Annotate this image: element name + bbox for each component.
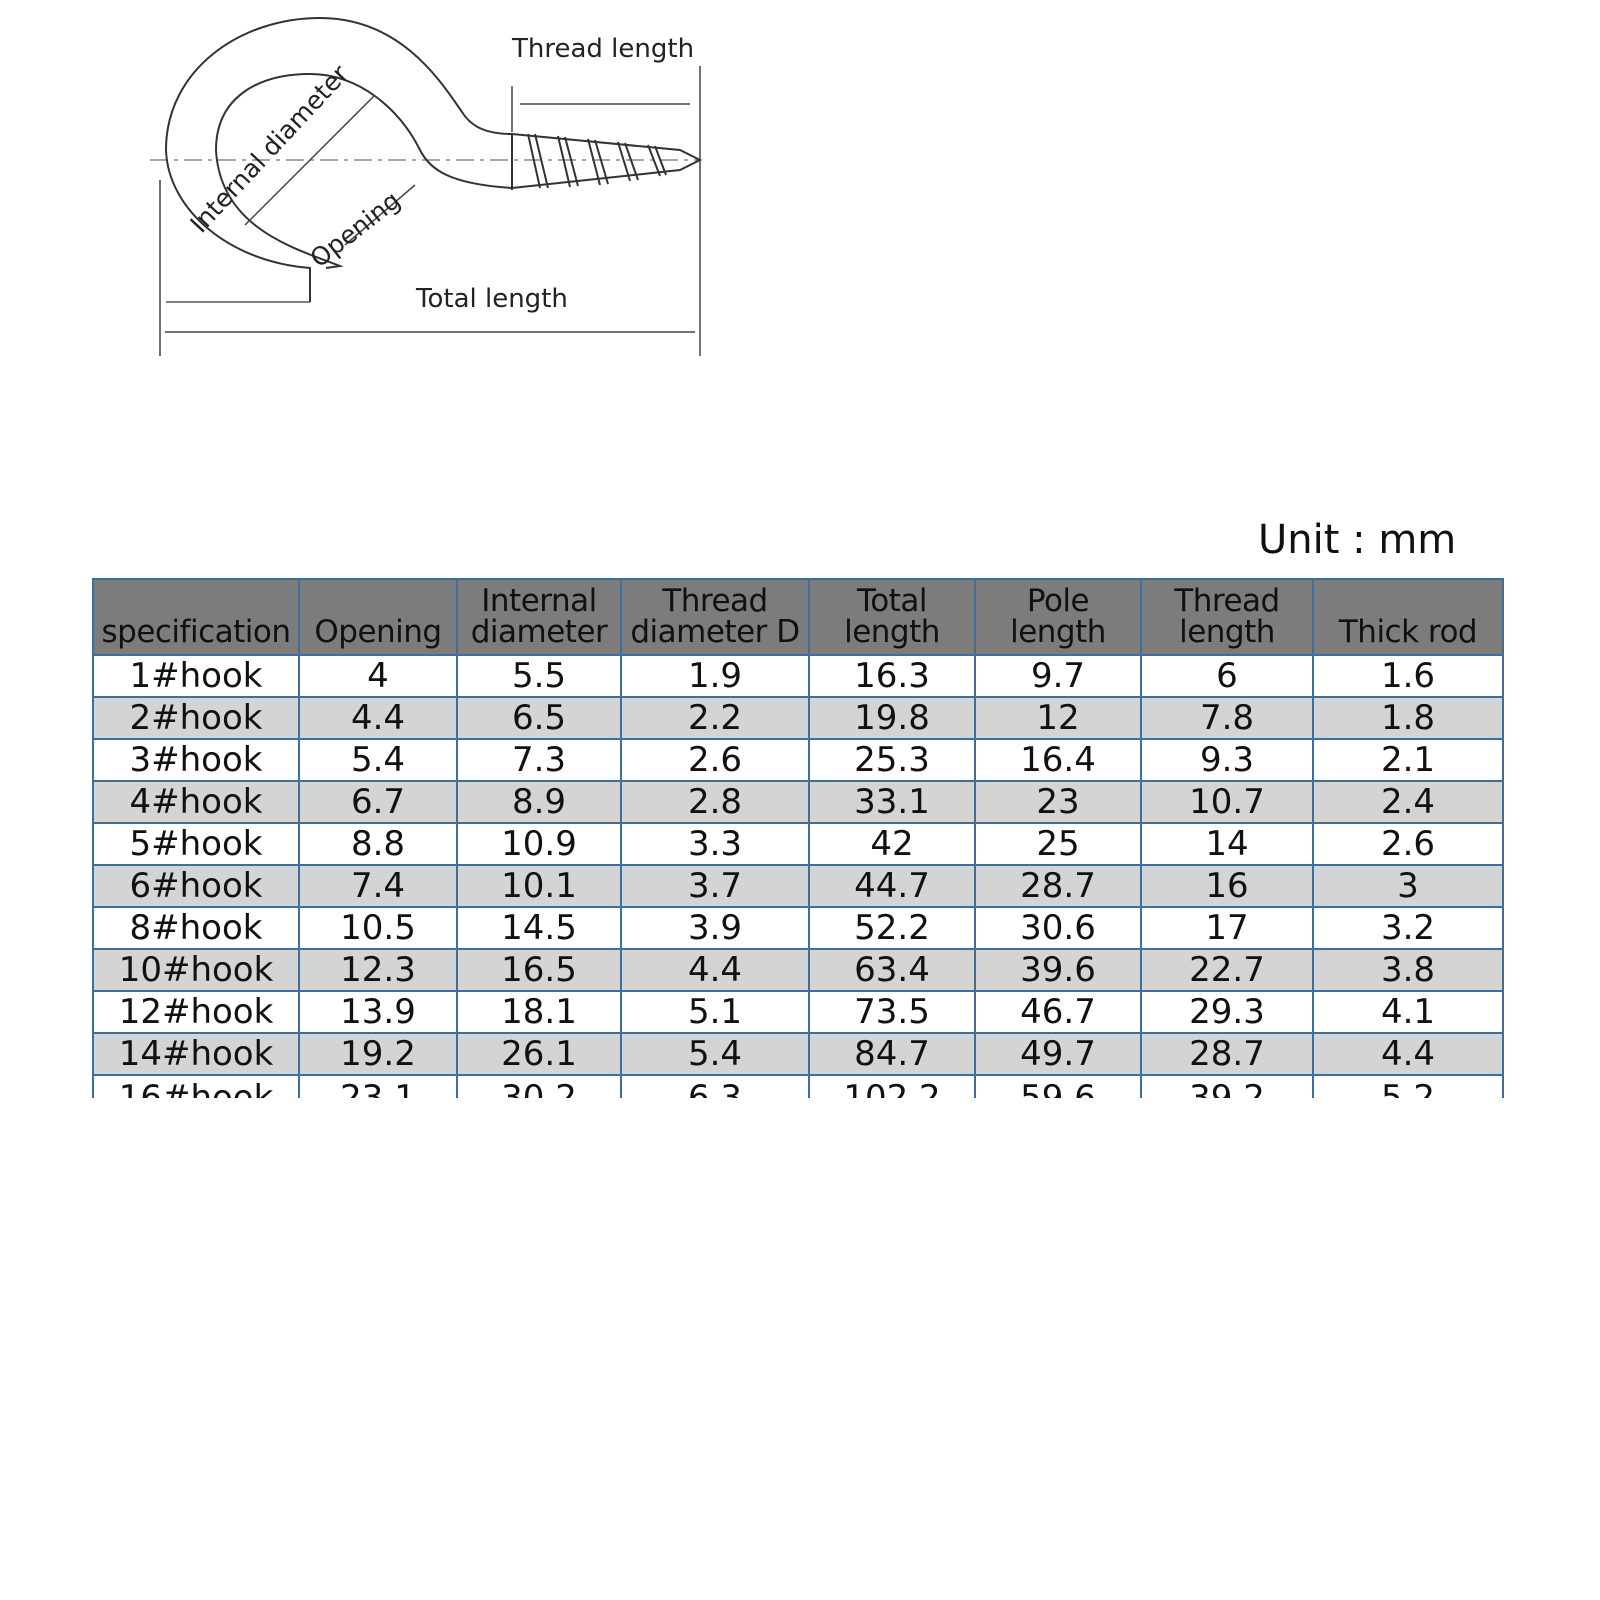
value-cell: 2.6 bbox=[1313, 823, 1503, 865]
table-row bbox=[93, 739, 1503, 781]
value-cell: 16.5 bbox=[457, 949, 621, 991]
table-header-row bbox=[93, 579, 1503, 655]
value-cell: 6.7 bbox=[299, 781, 457, 823]
value-cell: 7.3 bbox=[457, 739, 621, 781]
unit-label: Unit : mm bbox=[1258, 517, 1457, 563]
column-header: Internal diameter bbox=[457, 579, 621, 655]
value-cell: 4.1 bbox=[1313, 991, 1503, 1033]
value-cell: 19.2 bbox=[299, 1033, 457, 1075]
spec-cell: 3#hook bbox=[93, 739, 299, 781]
value-cell: 44.7 bbox=[809, 865, 975, 907]
value-cell: 42 bbox=[809, 823, 975, 865]
value-cell: 4.4 bbox=[1313, 1033, 1503, 1075]
table-row bbox=[93, 949, 1503, 991]
table-row bbox=[93, 781, 1503, 823]
spec-cell: 2#hook bbox=[93, 697, 299, 739]
value-cell: 26.1 bbox=[457, 1033, 621, 1075]
column-header: specification bbox=[93, 579, 299, 655]
table-row bbox=[93, 907, 1503, 949]
value-cell: 6.5 bbox=[457, 697, 621, 739]
value-cell: 2.2 bbox=[621, 697, 809, 739]
table-row bbox=[93, 697, 1503, 739]
value-cell: 5.5 bbox=[457, 655, 621, 697]
value-cell: 4.4 bbox=[621, 949, 809, 991]
value-cell: 13.9 bbox=[299, 991, 457, 1033]
value-cell: 5.4 bbox=[299, 739, 457, 781]
value-cell: 3.3 bbox=[621, 823, 809, 865]
column-header: Thread length bbox=[1141, 579, 1313, 655]
value-cell: 12.3 bbox=[299, 949, 457, 991]
value-cell: 3.7 bbox=[621, 865, 809, 907]
value-cell: 52.2 bbox=[809, 907, 975, 949]
value-cell: 28.7 bbox=[975, 865, 1141, 907]
value-cell: 8.8 bbox=[299, 823, 457, 865]
value-cell: 2.6 bbox=[621, 739, 809, 781]
value-cell: 14 bbox=[1141, 823, 1313, 865]
spec-cell: 5#hook bbox=[93, 823, 299, 865]
spec-cell: 4#hook bbox=[93, 781, 299, 823]
value-cell: 6 bbox=[1141, 655, 1313, 697]
value-cell: 39.6 bbox=[975, 949, 1141, 991]
column-header: Opening bbox=[299, 579, 457, 655]
value-cell: 2.8 bbox=[621, 781, 809, 823]
value-cell: 14.5 bbox=[457, 907, 621, 949]
value-cell: 1.8 bbox=[1313, 697, 1503, 739]
value-cell: 5.1 bbox=[621, 991, 809, 1033]
total-length-label: Total length bbox=[416, 284, 568, 314]
spec-cell: 10#hook bbox=[93, 949, 299, 991]
table-row bbox=[93, 655, 1503, 697]
thread-length-label: Thread length bbox=[512, 34, 695, 64]
table-crop-mask bbox=[88, 1098, 1508, 1158]
spec-cell: 8#hook bbox=[93, 907, 299, 949]
table-row bbox=[93, 823, 1503, 865]
value-cell: 28.7 bbox=[1141, 1033, 1313, 1075]
value-cell: 16.3 bbox=[809, 655, 975, 697]
value-cell: 22.7 bbox=[1141, 949, 1313, 991]
spec-cell: 1#hook bbox=[93, 655, 299, 697]
value-cell: 10.1 bbox=[457, 865, 621, 907]
spec-cell: 6#hook bbox=[93, 865, 299, 907]
value-cell: 5.4 bbox=[621, 1033, 809, 1075]
value-cell: 12 bbox=[975, 697, 1141, 739]
spec-cell: 12#hook bbox=[93, 991, 299, 1033]
value-cell: 25.3 bbox=[809, 739, 975, 781]
value-cell: 3 bbox=[1313, 865, 1503, 907]
value-cell: 10.5 bbox=[299, 907, 457, 949]
hook-specification-table bbox=[92, 578, 1504, 1120]
value-cell: 1.6 bbox=[1313, 655, 1503, 697]
value-cell: 4 bbox=[299, 655, 457, 697]
value-cell: 23 bbox=[975, 781, 1141, 823]
value-cell: 9.3 bbox=[1141, 739, 1313, 781]
spec-cell: 14#hook bbox=[93, 1033, 299, 1075]
opening-label: Opening bbox=[304, 185, 406, 274]
value-cell: 16.4 bbox=[975, 739, 1141, 781]
value-cell: 1.9 bbox=[621, 655, 809, 697]
value-cell: 9.7 bbox=[975, 655, 1141, 697]
table-row bbox=[93, 865, 1503, 907]
value-cell: 2.4 bbox=[1313, 781, 1503, 823]
value-cell: 7.8 bbox=[1141, 697, 1313, 739]
value-cell: 18.1 bbox=[457, 991, 621, 1033]
internal-diameter-label: Internal diameter bbox=[184, 59, 355, 239]
value-cell: 7.4 bbox=[299, 865, 457, 907]
value-cell: 33.1 bbox=[809, 781, 975, 823]
value-cell: 46.7 bbox=[975, 991, 1141, 1033]
value-cell: 19.8 bbox=[809, 697, 975, 739]
column-header: Total length bbox=[809, 579, 975, 655]
value-cell: 2.1 bbox=[1313, 739, 1503, 781]
table-body bbox=[93, 655, 1503, 1120]
column-header: Thick rod bbox=[1313, 579, 1503, 655]
value-cell: 63.4 bbox=[809, 949, 975, 991]
table-row bbox=[93, 991, 1503, 1033]
column-header: Thread diameter D bbox=[621, 579, 809, 655]
value-cell: 49.7 bbox=[975, 1033, 1141, 1075]
value-cell: 3.8 bbox=[1313, 949, 1503, 991]
value-cell: 3.9 bbox=[621, 907, 809, 949]
value-cell: 84.7 bbox=[809, 1033, 975, 1075]
value-cell: 30.6 bbox=[975, 907, 1141, 949]
value-cell: 73.5 bbox=[809, 991, 975, 1033]
value-cell: 3.2 bbox=[1313, 907, 1503, 949]
table-row bbox=[93, 1033, 1503, 1075]
value-cell: 29.3 bbox=[1141, 991, 1313, 1033]
value-cell: 4.4 bbox=[299, 697, 457, 739]
value-cell: 10.9 bbox=[457, 823, 621, 865]
value-cell: 10.7 bbox=[1141, 781, 1313, 823]
value-cell: 16 bbox=[1141, 865, 1313, 907]
value-cell: 17 bbox=[1141, 907, 1313, 949]
column-header: Pole length bbox=[975, 579, 1141, 655]
value-cell: 8.9 bbox=[457, 781, 621, 823]
value-cell: 25 bbox=[975, 823, 1141, 865]
